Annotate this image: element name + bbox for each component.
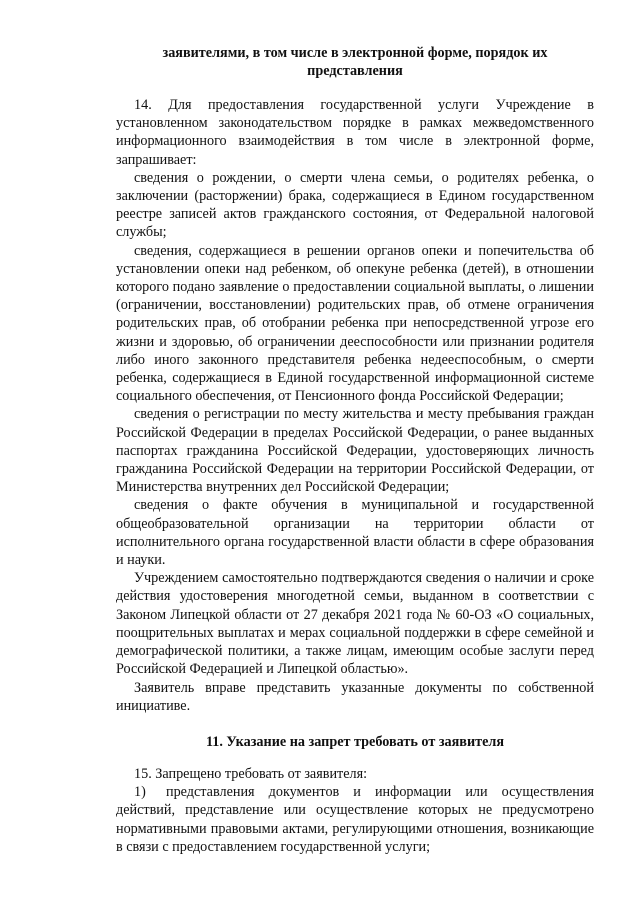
spacer [116, 751, 594, 765]
section-heading-11: 11. Указание на запрет требовать от заявителя [205, 733, 505, 750]
paragraph-14: 14. Для предоставления государственной услуги Учреждение в установленном законодательством порядке в рамках межведомственного информационного взаимодействия в том числе в электронной форме, запрашивает: [116, 97, 594, 168]
page-content [116, 44, 594, 856]
item-number: 1) [134, 784, 146, 801]
item-text: представления документов и информации или осуществления действий, представление или осуществление которых не предусмотрено нормативными правовыми актами, регулирующими отношения, возникающие в связи с предоставлением государственной услуги; [116, 784, 594, 855]
paragraph-item-1 [116, 783, 594, 856]
paragraph-item-registration: сведения о регистрации по месту жительства и месту пребывания граждан Российской Федерации в пределах Российской Федерации, о ранее выданных паспортах гражданина Российской Федерации, удостоверяющих личность гражданина Российской Федерации на территории Российской Федерации, от Министерства внутренних дел Российской Федерации; [116, 406, 594, 496]
paragraph-15: 15. Запрещено требовать от заявителя: [134, 765, 368, 782]
paragraph-item-education: сведения о факте обучения в муниципальной и государственной общеобразовательной организации на территории области от исполнительного органа государственной власти области в сфере образования и науки. [116, 497, 594, 569]
spacer [116, 80, 594, 96]
spacer [116, 715, 594, 733]
paragraph-certificate-confirmation: Учреждением самостоятельно подтверждаются сведения о наличии и сроке действия удостоверения многодетной семьи, выданном в соответствии с Законом Липецкой области от 27 декабря 2021 года № 60-ОЗ «О социальных, поощрительных выплатах и мерах социальной поддержки в сфере семейной и демографической политики, а также лицам, имеющим особые заслуги перед Российской Федерацией и Липецкой областью». [116, 570, 594, 678]
paragraph-item-civil-records: сведения о рождении, о смерти члена семьи, о родителях ребенка, о заключении (расторжении) брака, содержащиеся в Едином государственном реестре записей актов гражданского состояния, от Федеральной налоговой службы; [116, 169, 594, 241]
paragraph-item-guardianship: сведения, содержащиеся в решении органов опеки и попечительства об установлении опеки над ребенком, об опекуне ребенка (детей), в отношении которого подано заявление о предоставлении социальной выплаты, о лишении (ограничении, восстановлении) родительских прав, об отмене ограничения родительских прав, об отобрании ребенка при непосредственной угрозе его жизни и здоровью, об ограничении дееспособности или признании родителя либо иного законного представителя ребенка недееспособным, о смерти ребенка, содержащиеся в Единой государственной информационной системе социального обеспечения, от Пенсионного фонда Российской Федерации; [116, 242, 594, 405]
section-heading-continued: заявителями, в том числе в электронной форме, порядок их представления [162, 45, 548, 79]
paragraph-own-initiative: Заявитель вправе представить указанные документы по собственной инициативе. [116, 679, 594, 714]
